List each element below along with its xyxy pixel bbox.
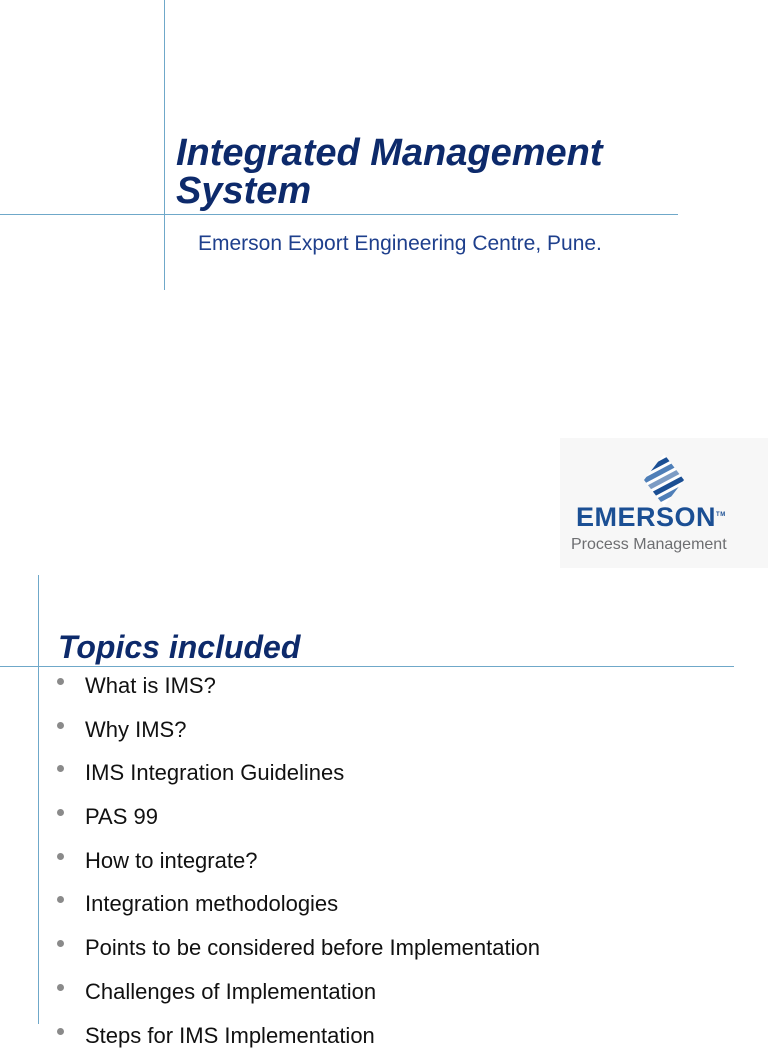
vertical-rule-line — [38, 575, 39, 1024]
bullet-icon — [57, 722, 64, 729]
topic-text: Why IMS? — [85, 717, 186, 742]
topic-item — [56, 1021, 540, 1064]
bullet-icon — [57, 896, 64, 903]
topic-item — [56, 715, 540, 759]
slide-subtitle: Emerson Export Engineering Centre, Pune. — [198, 231, 602, 257]
topic-item — [56, 671, 540, 715]
bullet-icon — [57, 678, 64, 685]
vertical-rule-line — [164, 0, 165, 290]
bullet-icon — [57, 853, 64, 860]
topic-text: Integration methodologies — [85, 891, 338, 916]
bullet-icon — [57, 940, 64, 947]
emerson-wordmark — [576, 502, 726, 533]
bullet-icon — [57, 984, 64, 991]
bullet-icon — [57, 809, 64, 816]
bullet-icon — [57, 1028, 64, 1035]
topic-item — [56, 802, 540, 846]
topic-text: PAS 99 — [85, 804, 158, 829]
topic-item — [56, 933, 540, 977]
bullet-icon — [57, 765, 64, 772]
topic-text: How to integrate? — [85, 848, 257, 873]
topic-text: Challenges of Implementation — [85, 979, 376, 1004]
topic-item — [56, 846, 540, 890]
slide-title: Integrated Management System — [176, 134, 736, 210]
topic-text: What is IMS? — [85, 673, 216, 698]
topic-text: Points to be considered before Implementation — [85, 935, 540, 960]
topic-text: IMS Integration Guidelines — [85, 760, 344, 785]
topic-item — [56, 889, 540, 933]
topic-text: Steps for IMS Implementation — [85, 1023, 375, 1048]
slide-title: Topics included — [58, 627, 300, 667]
emerson-diamond-icon — [644, 454, 684, 506]
trademark-mark: TM — [716, 512, 726, 518]
emerson-logo — [560, 438, 768, 568]
logo-tagline: Process Management — [571, 536, 727, 554]
horizontal-rule-line — [0, 214, 678, 215]
wordmark-text: EMERSON — [576, 502, 716, 532]
topics-slide — [0, 575, 768, 1024]
topic-item — [56, 758, 540, 802]
topic-item — [56, 977, 540, 1021]
topics-list — [56, 671, 540, 1064]
